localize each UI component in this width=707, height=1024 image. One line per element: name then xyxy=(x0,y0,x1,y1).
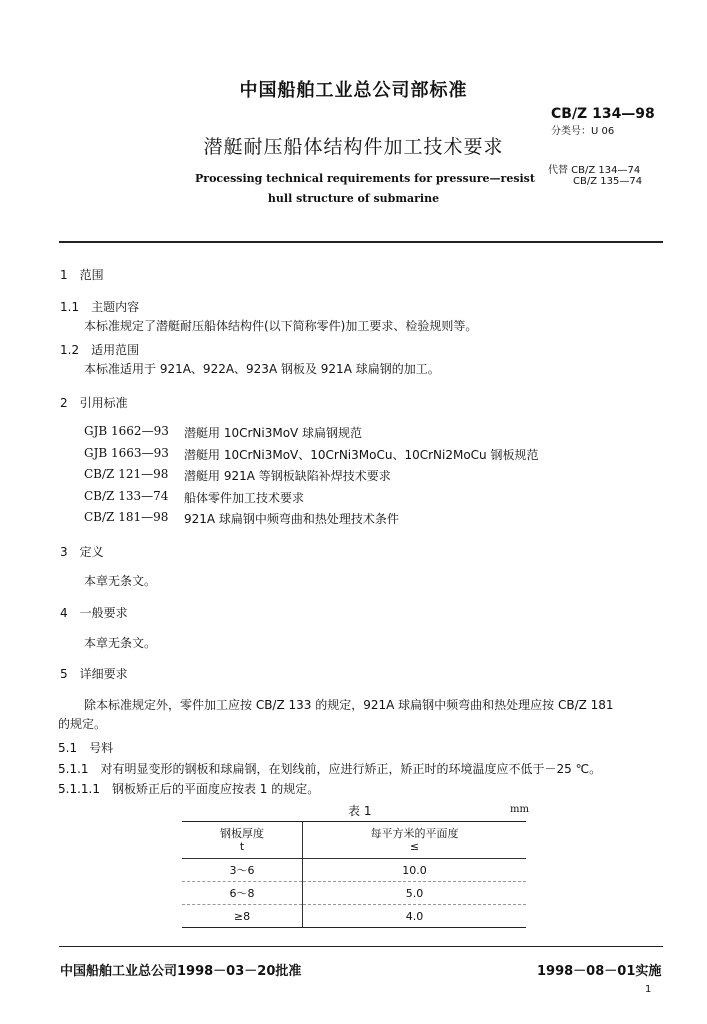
table-unit: mm xyxy=(510,804,529,815)
section-5-text-line1: 除本标准规定外，零件加工应按 CB/Z 133 的规定，921A 球扁钢中频弯曲和热处理应按 CB/Z 181 xyxy=(84,698,614,712)
thickness-cell: 3～6 xyxy=(182,859,303,882)
reference-code: GJB 1663—93 xyxy=(84,446,169,460)
replaces-standard-1: 代替 CB/Z 134—74 xyxy=(548,165,641,176)
document-title-en-line1: Processing technical requirements for pressure—resist xyxy=(195,172,535,185)
section-4-heading: 4 一般要求 xyxy=(60,606,128,620)
document-title-en-line2: hull structure of submarine xyxy=(267,192,440,205)
section-1-1-text: 本标准规定了潜艇耐压船体结构件(以下简称零件)加工要求、检验规则等。 xyxy=(84,319,478,333)
replaces-standard-2: CB/Z 135—74 xyxy=(573,176,643,187)
page-number: 1 xyxy=(645,984,652,995)
flatness-header xyxy=(303,822,527,859)
flatness-header-label: 每平方米的平面度 xyxy=(370,827,459,840)
effective-date: 1998－08－01实施 xyxy=(537,964,662,979)
thickness-header-label: 钢板厚度 xyxy=(220,827,264,840)
section-5-1-heading: 5.1 号料 xyxy=(58,741,114,755)
reference-code: GJB 1662—93 xyxy=(84,424,169,438)
thickness-header-symbol: t xyxy=(239,840,245,853)
table-header-row xyxy=(182,822,526,859)
flatness-table xyxy=(182,821,526,928)
approval-date: 中国船舶工业总公司1998－03－20批准 xyxy=(60,964,302,979)
section-5-text-line2: 的规定。 xyxy=(58,717,107,731)
section-5-heading: 5 详细要求 xyxy=(60,667,128,681)
flatness-cell: 4.0 xyxy=(303,905,527,928)
classification-number: 分类号：U 06 xyxy=(551,126,615,137)
reference-title: 潜艇用 921A 等钢板缺陷补焊技术要求 xyxy=(184,469,391,483)
flatness-header-symbol: ≤ xyxy=(409,840,420,853)
section-2-heading: 2 引用标准 xyxy=(60,396,128,410)
issuing-organization: 中国船舶工业总公司部标准 xyxy=(239,80,468,101)
section-5-1-1-text: 5.1.1 对有明显变形的钢板和球扁钢，在划线前，应进行矫正，矫正时的环境温度应不低于－25 ℃。 xyxy=(58,762,602,776)
standard-number: CB/Z 134—98 xyxy=(551,106,655,122)
section-1-1-heading: 1.1 主题内容 xyxy=(60,300,140,314)
section-4-text: 本章无条文。 xyxy=(84,636,157,650)
thickness-header xyxy=(182,822,303,859)
section-1-2-heading: 1.2 适用范围 xyxy=(60,343,140,357)
footer-divider xyxy=(59,946,663,947)
flatness-cell: 10.0 xyxy=(303,859,527,882)
thickness-cell: 6～8 xyxy=(182,882,303,905)
table-caption: 表 1 xyxy=(348,804,372,818)
reference-code: CB/Z 181—98 xyxy=(84,510,169,524)
reference-title: 潜艇用 10CrNi3MoV、10CrNi3MoCu、10CrNi2MoCu 钢板规范 xyxy=(184,448,539,462)
section-3-text: 本章无条文。 xyxy=(84,574,157,588)
flatness-cell: 5.0 xyxy=(303,882,527,905)
table-row xyxy=(182,882,526,905)
table-row xyxy=(182,905,526,928)
section-5-1-1-1-text: 5.1.1.1 钢板矫正后的平面度应按表 1 的规定。 xyxy=(58,782,320,796)
section-3-heading: 3 定义 xyxy=(60,545,104,559)
thickness-cell: ≥8 xyxy=(182,905,303,928)
header-divider xyxy=(59,241,663,243)
reference-code: CB/Z 121—98 xyxy=(84,467,169,481)
reference-title: 921A 球扁钢中频弯曲和热处理技术条件 xyxy=(184,512,399,526)
section-1-heading: 1 范围 xyxy=(60,268,104,282)
reference-title: 船体零件加工技术要求 xyxy=(184,491,305,505)
reference-title: 潜艇用 10CrNi3MoV 球扁钢规范 xyxy=(184,426,363,440)
document-title-cn: 潜艇耐压船体结构件加工技术要求 xyxy=(203,136,504,158)
section-1-2-text: 本标准适用于 921A、922A、923A 钢板及 921A 球扁钢的加工。 xyxy=(84,362,440,376)
table-row xyxy=(182,859,526,882)
reference-code: CB/Z 133—74 xyxy=(84,489,169,503)
